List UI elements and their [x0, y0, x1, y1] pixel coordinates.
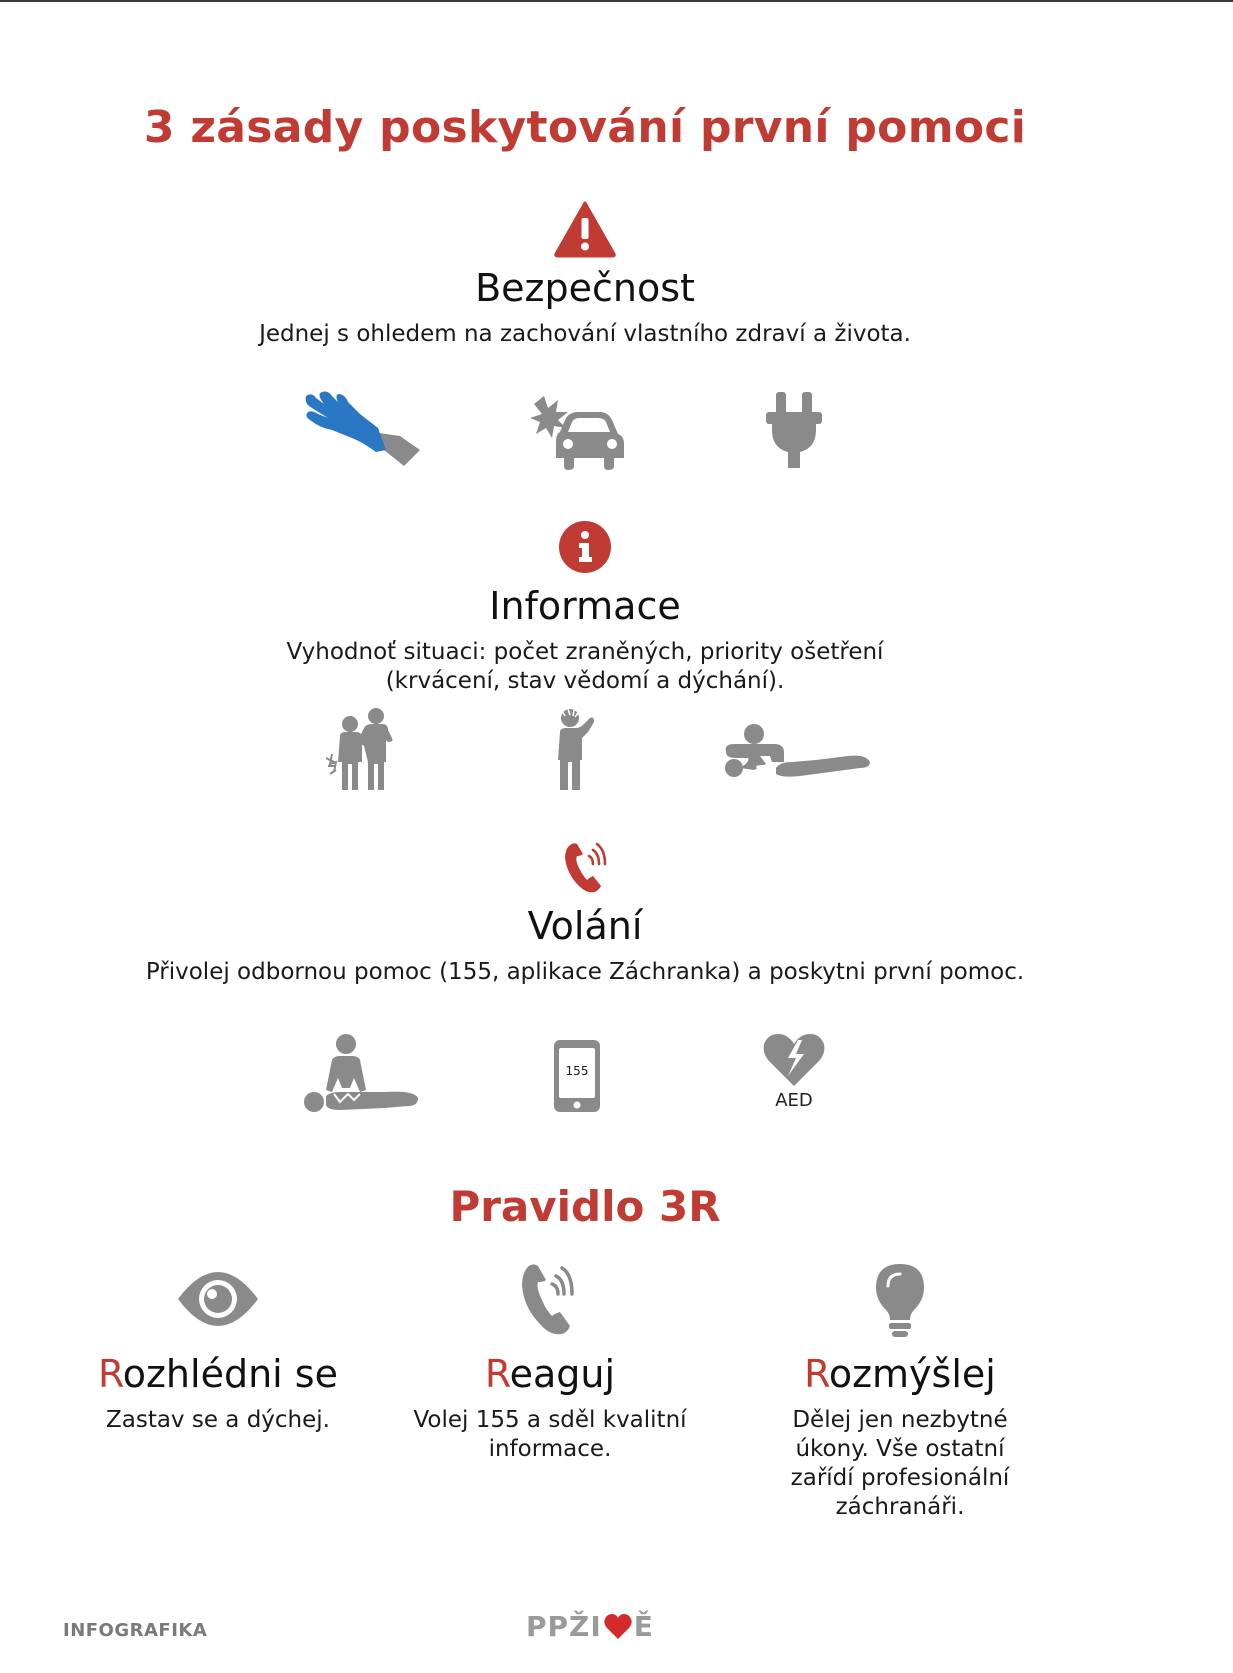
mobile-phone-icon	[554, 1040, 600, 1112]
cpr-icon	[304, 1034, 420, 1114]
logo-text-right: Ě	[633, 1610, 654, 1643]
rule-item-reaguj	[380, 1352, 720, 1464]
rule-desc-line: zařídí profesionální	[790, 1465, 1010, 1491]
logo-text-left: PPŽI	[526, 1610, 602, 1643]
rule-item-desc	[730, 1406, 1070, 1522]
footer-label: INFOGRAFIKA	[63, 1620, 208, 1641]
info-icon	[559, 521, 611, 573]
rule-desc-line: Zastav se a dýchej.	[105, 1407, 330, 1433]
rule-heading-rest: ozmýšlej	[828, 1352, 996, 1396]
rule-first-letter: R	[484, 1352, 510, 1396]
brand-logo	[526, 1610, 654, 1643]
section-desc-line: (krvácení, stav vědomí a dýchání).	[385, 668, 785, 694]
rule-desc-line: Dělej jen nezbytné	[792, 1407, 1008, 1433]
warning-icon	[553, 200, 617, 258]
lightbulb-icon	[874, 1262, 926, 1338]
rule-first-letter: R	[98, 1352, 123, 1396]
rule-heading-rest: ozhlédni se	[122, 1352, 338, 1396]
section-desc-bezpecnost: Jednej s ohledem na zachování vlastního zdraví a života.	[259, 321, 911, 347]
rule-title: Pravidlo 3R	[449, 1182, 721, 1231]
page-title: 3 zásady poskytování první pomoci	[143, 102, 1027, 153]
injured-people-icon	[326, 706, 402, 792]
rule-item-rozhledni	[48, 1352, 388, 1435]
rule-desc-line: Volej 155 a sděl kvalitní	[413, 1407, 687, 1433]
car-crash-icon	[530, 394, 626, 470]
rule-desc-line: záchranáři.	[835, 1494, 965, 1520]
glove-icon	[302, 390, 422, 470]
section-heading-informace: Informace	[489, 584, 681, 628]
rule-item-heading	[48, 1352, 388, 1396]
rule-heading-rest: eaguj	[509, 1352, 616, 1396]
aed-label: AED	[775, 1090, 813, 1111]
electric-plug-icon	[766, 392, 822, 468]
rule-desc-line: úkony. Vše ostatní	[795, 1436, 1005, 1462]
eye-icon	[176, 1270, 260, 1328]
top-border	[0, 0, 1233, 2]
section-desc-volani: Přivolej odbornou pomoc (155, aplikace Záchranka) a poskytni první pomoc.	[145, 959, 1025, 985]
phone-ringing-icon	[565, 842, 609, 894]
heart-icon	[604, 1614, 632, 1640]
rule-item-desc	[380, 1406, 720, 1464]
rule-desc-line: informace.	[488, 1436, 612, 1462]
head-injury-icon	[554, 708, 596, 792]
rule-item-desc	[48, 1406, 388, 1435]
unconscious-person-icon	[720, 722, 872, 782]
phone-icon	[522, 1262, 578, 1338]
section-desc-informace	[0, 638, 1170, 696]
rule-item-heading	[380, 1352, 720, 1396]
rule-first-letter: R	[804, 1352, 829, 1396]
phone-number: 155	[565, 1064, 589, 1078]
section-heading-volani: Volání	[527, 904, 643, 948]
section-heading-bezpecnost: Bezpečnost	[475, 266, 695, 310]
rule-item-rozmyslej	[730, 1352, 1070, 1522]
section-desc-line: Vyhodnoť situaci: počet zraněných, priority ošetření	[286, 639, 884, 665]
rule-item-heading	[730, 1352, 1070, 1396]
aed-heart-icon	[762, 1032, 826, 1111]
